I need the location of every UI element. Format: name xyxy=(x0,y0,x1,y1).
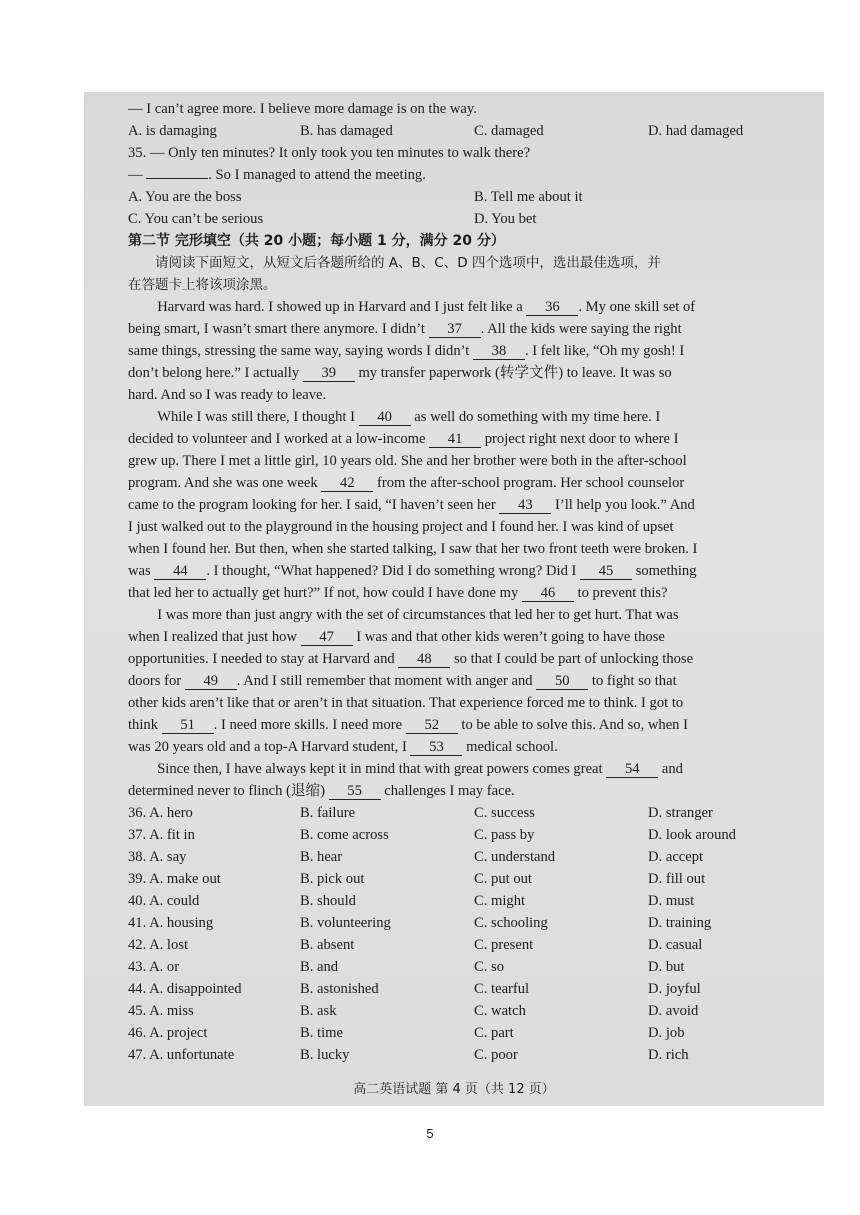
passage-text: when I found her. But then, when she started talking, I saw that her two front teeth were broken. I xyxy=(128,541,698,557)
passage-text: medical school. xyxy=(462,739,558,755)
choice-option: D. job xyxy=(648,1025,685,1041)
choice-option: B. and xyxy=(300,959,339,975)
passage-text: from the after-school program. Her school counselor xyxy=(373,475,685,491)
passage-text: hard. And so I was ready to leave. xyxy=(128,387,327,403)
cloze-blank: 49 xyxy=(185,674,237,690)
passage-line xyxy=(128,626,818,648)
passage-text: same things, stressing the same way, saying words I didn’t xyxy=(128,343,473,359)
passage-line xyxy=(128,758,818,780)
choice-option: 46. A. project xyxy=(128,1025,208,1041)
passage-line xyxy=(128,516,818,538)
passage-text: doors for xyxy=(128,673,185,689)
passage-text: . And I still remember that moment with anger and xyxy=(236,673,537,689)
q35-question: 35. — Only ten minutes? It only took you ten minutes to walk there? xyxy=(128,145,531,161)
cloze-blank: 37 xyxy=(429,322,481,338)
choice-row xyxy=(128,1000,818,1022)
passage-text: challenges I may face. xyxy=(380,783,515,799)
cloze-blank: 55 xyxy=(329,784,381,800)
passage-text: program. And she was one week xyxy=(128,475,322,491)
passage-line xyxy=(128,296,818,318)
passage-line xyxy=(128,450,818,472)
choice-option: 43. A. or xyxy=(128,959,180,975)
passage-text: I just walked out to the playground in the housing project and I found her. I was kind of upset xyxy=(128,519,674,535)
choice-option: D. casual xyxy=(648,937,703,953)
q35-reply xyxy=(128,164,818,186)
passage-line xyxy=(128,604,818,626)
cloze-blank: 53 xyxy=(410,740,462,756)
cloze-choices xyxy=(128,802,818,1066)
choice-row xyxy=(128,978,818,1000)
choice-option: 44. A. disappointed xyxy=(128,981,242,997)
passage-text: that led her to actually get hurt?” If not, how could I have done my xyxy=(128,585,522,601)
cloze-blank: 54 xyxy=(606,762,658,778)
passage-line xyxy=(128,648,818,670)
choice-option: C. pass by xyxy=(474,827,535,843)
passage-text: to fight so that xyxy=(588,673,677,689)
passage-line xyxy=(128,692,818,714)
choice-option: B. should xyxy=(300,893,356,909)
passage-text: . I need more skills. I need more xyxy=(213,717,406,733)
passage-text: . I thought, “What happened? Did I do something wrong? Did I xyxy=(206,563,581,579)
passage-line xyxy=(128,736,818,758)
choice-option: B. pick out xyxy=(300,871,365,887)
passage-text: and xyxy=(658,761,683,777)
cloze-blank: 42 xyxy=(321,476,373,492)
choice-option: 42. A. lost xyxy=(128,937,189,953)
cloze-blank: 39 xyxy=(303,366,355,382)
passage-text: decided to volunteer and I worked at a low-income xyxy=(128,431,430,447)
passage-line xyxy=(128,472,818,494)
choice-option: 36. A. hero xyxy=(128,805,193,821)
passage-text: grew up. There I met a little girl, 10 years old. She and her brother were both in the after-school xyxy=(128,453,687,469)
cloze-blank: 38 xyxy=(473,344,525,360)
choice-row xyxy=(128,956,818,978)
passage-text: think xyxy=(128,717,162,733)
passage-line xyxy=(128,714,818,736)
passage-line xyxy=(128,384,818,406)
choice-option: B. ask xyxy=(300,1003,337,1019)
passage-text: being smart, I wasn’t smart there anymore. I didn’t xyxy=(128,321,429,337)
section-instruction-1: 请阅读下面短文，从短文后各题所给的 A、B、C、D 四个选项中，选出最佳选项，并 xyxy=(155,255,661,271)
choice-option: B. hear xyxy=(300,849,343,865)
passage-line xyxy=(128,780,818,802)
q34-options xyxy=(128,120,818,142)
choice-row xyxy=(128,1022,818,1044)
cloze-blank: 51 xyxy=(162,718,214,734)
cloze-blank: 50 xyxy=(536,674,588,690)
q35-option-d: D. You bet xyxy=(474,211,537,227)
passage-text: I was and that other kids weren’t going to have those xyxy=(352,629,665,645)
passage-line xyxy=(128,340,818,362)
section-instruction-2: 在答题卡上将该项涂黑。 xyxy=(128,277,277,293)
section-heading: 第二节 完形填空（共 20 小题；每小题 1 分，满分 20 分） xyxy=(128,233,505,249)
passage-text: . My one skill set of xyxy=(578,299,696,315)
q35-option-c: C. You can’t be serious xyxy=(128,211,264,227)
cloze-blank: 45 xyxy=(580,564,632,580)
choice-row xyxy=(128,868,818,890)
q35-option-a: A. You are the boss xyxy=(128,189,242,205)
q35-options-row-1 xyxy=(128,186,818,208)
passage-text: was xyxy=(128,563,155,579)
q34-option-c: C. damaged xyxy=(474,123,544,139)
q35-option-b: B. Tell me about it xyxy=(474,189,583,205)
choice-option: C. part xyxy=(474,1025,514,1041)
q34-option-b: B. has damaged xyxy=(300,123,393,139)
choice-option: C. success xyxy=(474,805,535,821)
passage-text: Since then, I have always kept it in mind that with great powers comes great xyxy=(157,761,607,777)
q35-options-row-2 xyxy=(128,208,818,230)
choice-option: D. look around xyxy=(648,827,736,843)
choice-option: C. understand xyxy=(474,849,556,865)
q35-blank xyxy=(146,178,208,179)
choice-option: 40. A. could xyxy=(128,893,200,909)
passage-line xyxy=(128,560,818,582)
choice-option: C. might xyxy=(474,893,526,909)
choice-option: B. volunteering xyxy=(300,915,391,931)
q34-option-a: A. is damaging xyxy=(128,123,217,139)
passage-text: came to the program looking for her. I said, “I haven’t seen her xyxy=(128,497,500,513)
passage-text: don’t belong here.” I actually xyxy=(128,365,303,381)
passage-text: to prevent this? xyxy=(573,585,668,601)
passage-text: something xyxy=(632,563,697,579)
passage-text: my transfer paperwork (转学文件) to leave. It was so xyxy=(354,365,672,381)
choice-option: C. tearful xyxy=(474,981,530,997)
passage-text: when I realized that just how xyxy=(128,629,301,645)
passage-text: other kids aren’t like that or aren’t in that situation. That experience forced me to think. I got to xyxy=(128,695,684,711)
choice-row xyxy=(128,846,818,868)
choice-row xyxy=(128,934,818,956)
choice-option: D. but xyxy=(648,959,685,975)
choice-option: C. poor xyxy=(474,1047,518,1063)
choice-option: D. must xyxy=(648,893,695,909)
scanned-exam-page xyxy=(84,92,824,1106)
choice-option: B. come across xyxy=(300,827,389,843)
choice-option: 45. A. miss xyxy=(128,1003,194,1019)
passage-text: I’ll help you look.” And xyxy=(551,497,695,513)
passage-line xyxy=(128,582,818,604)
choice-row xyxy=(128,1044,818,1066)
choice-option: C. schooling xyxy=(474,915,548,931)
cloze-blank: 43 xyxy=(499,498,551,514)
cloze-blank: 46 xyxy=(522,586,574,602)
passage-text: so that I could be part of unlocking those xyxy=(450,651,694,667)
document-page-number: 5 xyxy=(426,1126,434,1141)
choice-row xyxy=(128,802,818,824)
choice-option: B. time xyxy=(300,1025,343,1041)
choice-option: D. training xyxy=(648,915,712,931)
choice-option: B. astonished xyxy=(300,981,379,997)
passage-text: I was more than just angry with the set of circumstances that led her to get hurt. That was xyxy=(157,607,679,623)
choice-row xyxy=(128,824,818,846)
exam-content xyxy=(128,98,818,1066)
passage-text: . I felt like, “Oh my gosh! I xyxy=(524,343,685,359)
passage-line xyxy=(128,428,818,450)
choice-option: B. failure xyxy=(300,805,356,821)
choice-option: 37. A. fit in xyxy=(128,827,195,843)
passage-text: was 20 years old and a top-A Harvard student, I xyxy=(128,739,411,755)
q35-reply-dash: — xyxy=(128,167,143,183)
scan-page-footer: 高二英语试题 第 4 页（共 12 页） xyxy=(353,1082,555,1097)
cloze-passage xyxy=(128,296,818,802)
cloze-blank: 52 xyxy=(406,718,458,734)
choice-option: C. so xyxy=(474,959,505,975)
choice-option: 41. A. housing xyxy=(128,915,214,931)
passage-text: Harvard was hard. I showed up in Harvard and I just felt like a xyxy=(157,299,527,315)
passage-text: While I was still there, I thought I xyxy=(157,409,359,425)
choice-option: D. accept xyxy=(648,849,704,865)
choice-option: C. present xyxy=(474,937,534,953)
choice-option: D. joyful xyxy=(648,981,701,997)
passage-text: to be able to solve this. And so, when I xyxy=(457,717,688,733)
cloze-blank: 36 xyxy=(526,300,578,316)
choice-option: D. avoid xyxy=(648,1003,699,1019)
cloze-blank: 48 xyxy=(398,652,450,668)
cloze-blank: 44 xyxy=(154,564,206,580)
passage-text: as well do something with my time here. I xyxy=(410,409,661,425)
choice-option: B. absent xyxy=(300,937,355,953)
choice-option: 38. A. say xyxy=(128,849,187,865)
q35-reply-text: . So I managed to attend the meeting. xyxy=(208,167,426,183)
choice-option: C. put out xyxy=(474,871,532,887)
choice-option: B. lucky xyxy=(300,1047,350,1063)
passage-line xyxy=(128,406,818,428)
q34-answer-line: — I can’t agree more. I believe more damage is on the way. xyxy=(128,101,477,117)
cloze-blank: 41 xyxy=(429,432,481,448)
passage-text: opportunities. I needed to stay at Harvard and xyxy=(128,651,399,667)
passage-text: . All the kids were saying the right xyxy=(480,321,682,337)
choice-row xyxy=(128,912,818,934)
choice-option: 47. A. unfortunate xyxy=(128,1047,235,1063)
choice-option: 39. A. make out xyxy=(128,871,221,887)
passage-line xyxy=(128,670,818,692)
passage-text: determined never to flinch (退缩) xyxy=(128,783,329,799)
passage-line xyxy=(128,362,818,384)
passage-text: project right next door to where I xyxy=(481,431,679,447)
cloze-blank: 40 xyxy=(359,410,411,426)
choice-option: D. fill out xyxy=(648,871,706,887)
cloze-blank: 47 xyxy=(301,630,353,646)
passage-line xyxy=(128,538,818,560)
passage-line xyxy=(128,318,818,340)
choice-row xyxy=(128,890,818,912)
choice-option: C. watch xyxy=(474,1003,526,1019)
choice-option: D. stranger xyxy=(648,805,713,821)
q34-option-d: D. had damaged xyxy=(648,123,744,139)
choice-option: D. rich xyxy=(648,1047,689,1063)
passage-line xyxy=(128,494,818,516)
